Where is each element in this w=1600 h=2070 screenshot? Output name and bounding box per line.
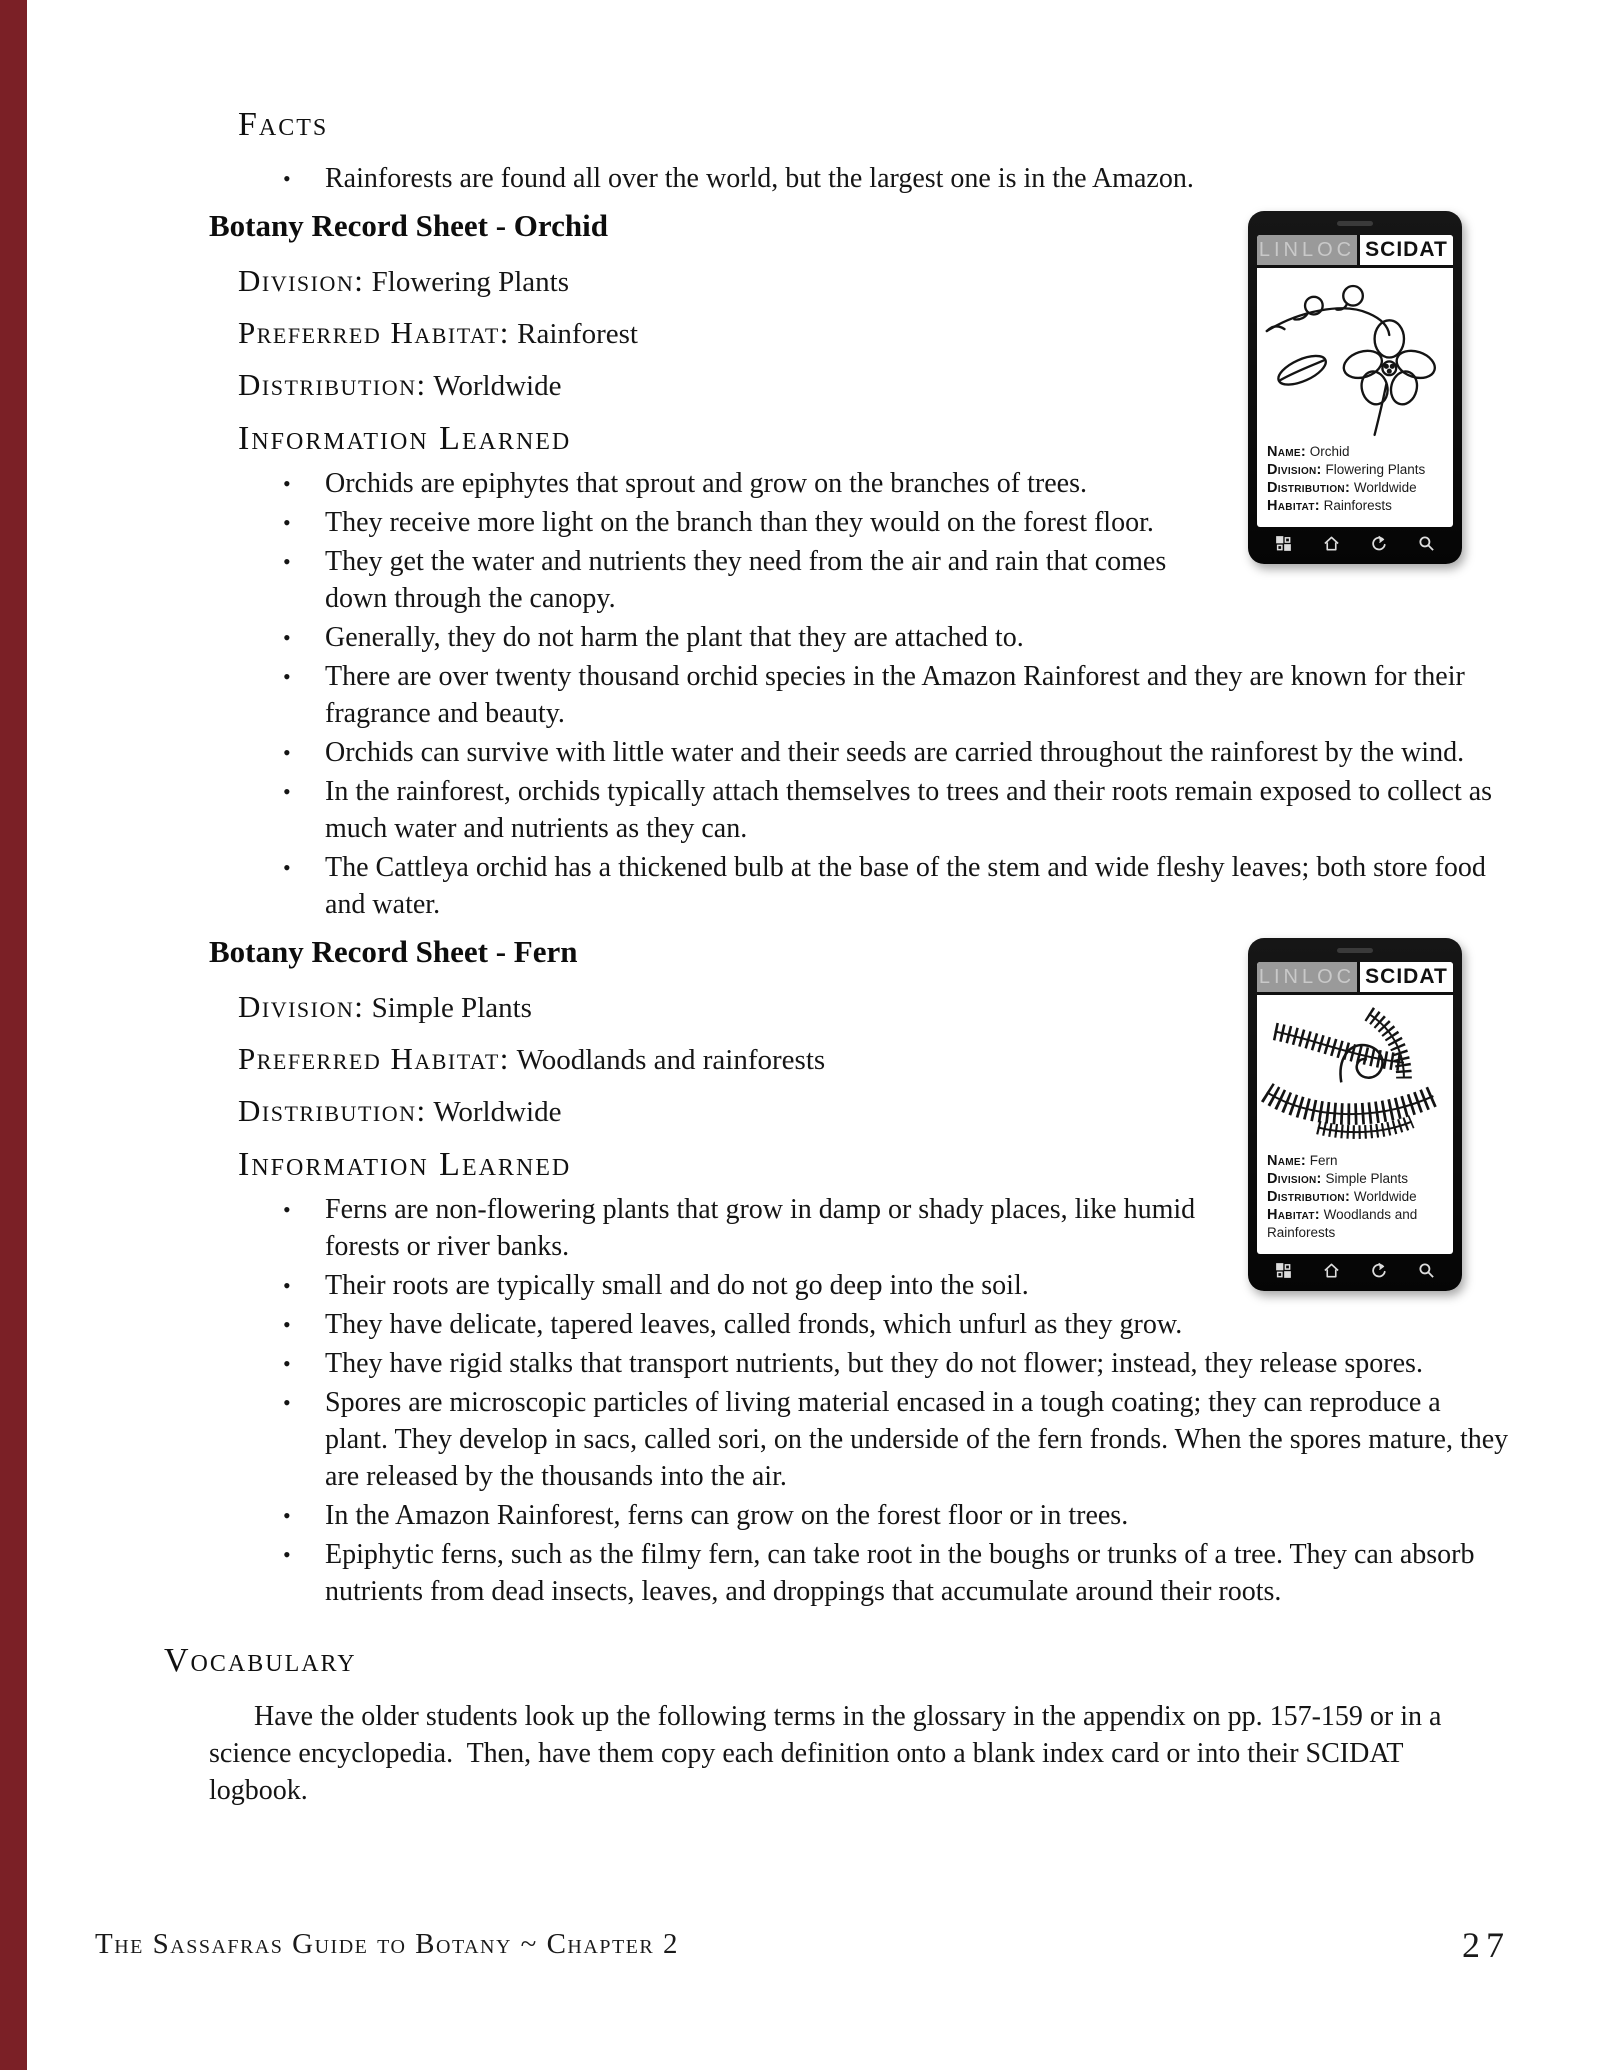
bullet-icon: •	[283, 1351, 291, 1376]
list-item: • They have delicate, tapered leaves, called fronds, which unfurl as they grow.	[281, 1306, 1510, 1343]
list-item: • In the rainforest, orchids typically attach themselves to trees and their roots remain exposed to collect as much water and nutrients as they can.	[281, 773, 1510, 847]
list-item: • Generally, they do not harm the plant that they are attached to.	[281, 619, 1510, 656]
habitat-field: Preferred Habitat: Woodlands and rainforests	[238, 1041, 826, 1076]
device-info-line: Distribution: Worldwide	[1267, 480, 1417, 496]
device-top-bezel	[1257, 211, 1453, 235]
orchid-record-section	[0, 205, 1510, 923]
device-info-line: Habitat: Woodlands and Rainforests	[1267, 1207, 1418, 1240]
list-item: • In the Amazon Rainforest, ferns can grow on the forest floor or in trees.	[281, 1497, 1510, 1534]
list-item: • They have rigid stalks that transport nutrients, but they do not flower; instead, they release spores.	[281, 1345, 1510, 1382]
bullet-icon: •	[283, 1390, 291, 1415]
bullet-icon: •	[283, 1503, 291, 1528]
device-header	[1257, 962, 1453, 995]
linloc-brand: LINLOC	[1257, 235, 1357, 265]
orchid-bullet-list	[281, 465, 1510, 923]
orchid-record-heading: Botany Record Sheet - Orchid	[209, 208, 608, 243]
device-info-line: Habitat: Rainforests	[1267, 498, 1392, 514]
division-field: Division: Simple Plants	[238, 989, 532, 1024]
list-item: • Rainforests are found all over the world, but the largest one is in the Amazon.	[281, 160, 1510, 197]
linloc-brand: LINLOC	[1257, 962, 1357, 992]
bullet-icon: •	[283, 625, 291, 650]
information-learned-header: Information Learned	[238, 420, 572, 457]
bullet-icon: •	[283, 855, 291, 880]
device-top-bezel	[1257, 938, 1453, 962]
speaker-slot	[1337, 948, 1373, 953]
fern-record-heading: Botany Record Sheet - Fern	[209, 934, 578, 969]
distribution-field: Distribution: Worldwide	[238, 367, 562, 402]
orchid-illustration	[1257, 268, 1453, 443]
list-item: • Epiphytic ferns, such as the filmy fern, can take root in the boughs or trunks of a tree. They can absorb nutrients from dead insects, leaves, and droppings that accumulate around their roots.	[281, 1536, 1510, 1610]
bullet-icon: •	[283, 549, 291, 574]
list-item: • Orchids can survive with little water and their seeds are carried throughout the rainforest by the wind.	[281, 734, 1510, 771]
page-number: 27	[1462, 1925, 1510, 1965]
device-info-line: Name: Fern	[1267, 1153, 1338, 1169]
list-item: • They receive more light on the branch than they would on the forest floor.	[281, 504, 1510, 541]
device-info-line: Division: Simple Plants	[1267, 1171, 1408, 1187]
bullet-icon: •	[283, 1312, 291, 1337]
list-item: • The Cattleya orchid has a thickened bulb at the base of the stem and wide fleshy leaves; both store food and water.	[281, 849, 1510, 923]
list-item: • Their roots are typically small and do not go deep into the soil.	[281, 1267, 1510, 1304]
device-header	[1257, 235, 1453, 268]
speaker-slot	[1337, 221, 1373, 226]
list-item: • Orchids are epiphytes that sprout and grow on the branches of trees.	[281, 465, 1510, 502]
footer-book-title: The Sassafras Guide to Botany ~ Chapter 2	[95, 1928, 679, 1960]
scidat-brand: SCIDAT	[1357, 962, 1453, 992]
bullet-icon: •	[283, 740, 291, 765]
scidat-brand: SCIDAT	[1357, 235, 1453, 265]
bullet-icon: •	[283, 1197, 291, 1222]
division-field: Division: Flowering Plants	[238, 263, 570, 298]
fern-illustration	[1257, 995, 1453, 1152]
list-item: • There are over twenty thousand orchid species in the Amazon Rainforest and they are known for their fragrance and beauty.	[281, 658, 1510, 732]
list-item: • Ferns are non-flowering plants that grow in damp or shady places, like humid forests or river banks.	[281, 1191, 1510, 1265]
distribution-field: Distribution: Worldwide	[238, 1093, 562, 1128]
bullet-icon: •	[283, 1542, 291, 1567]
device-info-line: Distribution: Worldwide	[1267, 1189, 1417, 1205]
list-item: • They get the water and nutrients they need from the air and rain that comes down through the canopy.	[281, 543, 1510, 617]
fern-record-section	[0, 931, 1510, 1610]
information-learned-header: Information Learned	[238, 1146, 572, 1183]
bullet-icon: •	[283, 166, 291, 191]
vocabulary-header: Vocabulary	[164, 1642, 357, 1679]
facts-list	[281, 160, 1510, 197]
page-footer	[0, 1925, 1600, 1978]
habitat-field: Preferred Habitat: Rainforest	[238, 315, 638, 350]
device-info-line: Name: Orchid	[1267, 444, 1350, 460]
device-info-line: Division: Flowering Plants	[1267, 462, 1426, 478]
bullet-icon: •	[283, 1273, 291, 1298]
fern-bullet-list	[281, 1191, 1510, 1610]
bullet-icon: •	[283, 664, 291, 689]
vocabulary-paragraph: Have the older students look up the following terms in the glossary in the appendix on pp. 157-159 or in a science encyclopedia. Then, have them copy each definition onto a blank index card or into their SCIDAT logbook.	[209, 1701, 1449, 1806]
list-item: • Spores are microscopic particles of living material encased in a tough coating; they can reproduce a plant. They develop in sacs, called sori, on the underside of the fern fronds. When the spores mature, they are released by the thousands into the air.	[281, 1384, 1510, 1495]
bullet-icon: •	[283, 510, 291, 535]
facts-header: Facts	[238, 106, 329, 143]
bullet-icon: •	[283, 471, 291, 496]
bullet-icon: •	[283, 779, 291, 804]
